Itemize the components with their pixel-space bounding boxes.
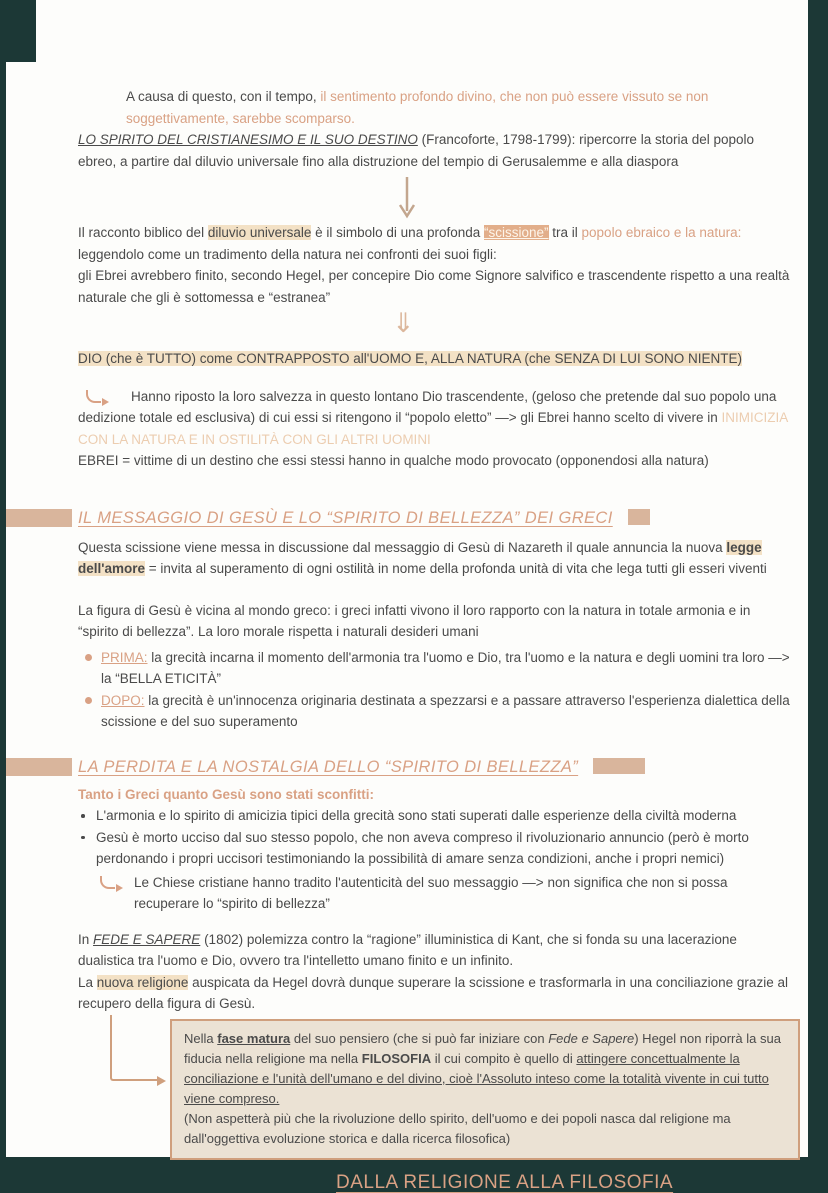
text-segment-hl-b: legge dell'amore (78, 540, 762, 577)
text-segment-iu: LO SPIRITO DEL CRISTIANESIMO E IL SUO DESTINO (78, 132, 418, 147)
text-segment: del suo pensiero (che si può far iniziare con (290, 1031, 548, 1046)
text-segment: il cui compito è quello di (431, 1051, 576, 1066)
note-box-wrap (170, 1019, 792, 1160)
text-segment-hl-tan: “scissione” (484, 225, 549, 240)
bullet-icon (85, 697, 92, 704)
paragraph-nuova-religione (78, 972, 792, 1015)
list-item-text (101, 693, 790, 730)
text-segment: Questa scissione viene messa in discussione dal messaggio di Gesù di Nazareth il quale annuncia la nuova (78, 540, 726, 555)
list-item-prima (78, 647, 792, 690)
notes-page (6, 0, 808, 1157)
text-segment: ) Hegel non riporrà la sua fiducia nella religione ma nella (184, 1031, 781, 1066)
arrow-down-icon (396, 176, 792, 220)
text-segment: leggendolo come un tradimento della natura nei confronti dei suoi figli: (78, 247, 497, 262)
text-segment: è il simbolo di una profonda (311, 225, 484, 240)
heading-bar-icon (593, 758, 645, 774)
text-segment-hl: nuova religione (97, 975, 189, 990)
bullet-icon (81, 836, 85, 840)
list-item-armonia (78, 805, 792, 827)
paragraph-salvezza (78, 386, 792, 451)
text-segment: L'armonia e lo spirito di amicizia tipici della grecità sono stati superati dalle esperienze della civiltà moderna (96, 808, 736, 823)
paragraph-racconto-1 (78, 222, 792, 265)
note-box (170, 1019, 800, 1160)
text-segment: Nella (184, 1031, 217, 1046)
text-segment-i: Fede e Sapere (548, 1031, 634, 1046)
note-box-paragraph-2 (184, 1109, 786, 1149)
heading-bar-icon (628, 509, 650, 525)
text-segment: La figura di Gesù è vicina al mondo greco: i greci infatti vivono il loro rapporto con la natura in totale armonia e in “spirito di bellezza”. La loro morale rispetta i naturali desideri umani (78, 603, 750, 640)
bullet-icon (85, 654, 92, 661)
footer-title (336, 1172, 792, 1193)
text-segment-accent-light: INIMICIZIA CON LA NATURA E IN OSTILITÀ CON GLI ALTRI UOMINI (78, 410, 788, 447)
text-segment: tra il (549, 225, 582, 240)
paragraph-fede-e-sapere (78, 929, 792, 972)
salvezza-text (78, 389, 788, 447)
text-segment: la grecità è un'innocenza originaria destinata a spezzarsi e a passare attraverso l'esperienza dialettica della scissione e del suo superamento (101, 693, 790, 730)
heading-bar-icon (6, 758, 72, 776)
section-heading-text: LA PERDITA E LA NOSTALGIA DELLO “SPIRITO DI BELLEZZA” (78, 758, 578, 776)
paragraph-sconfitti (78, 784, 792, 806)
list-item-text (101, 650, 790, 687)
list-item-dopo (78, 690, 792, 733)
text-segment-accent: il sentimento profondo divino, che non può essere vissuto se non soggettivamente, sarebbe scomparso. (126, 89, 708, 126)
paragraph-racconto-2 (78, 265, 792, 308)
text-segment: A causa di questo, con il tempo, (126, 89, 320, 104)
paragraph-legge-amore (78, 537, 792, 580)
text-segment: gli Ebrei avrebbero finito, secondo Hegel, per concepire Dio come Signore salvifico e trascendente rispetto a una realtà naturale che gli è sottomessa e “estranea” (78, 268, 789, 305)
curve-arrow-icon (100, 876, 115, 889)
list-item-text (96, 808, 736, 823)
text-segment: La (78, 975, 97, 990)
section-heading-perdita-nostalgia (78, 755, 792, 779)
text-segment: Il racconto biblico del (78, 225, 208, 240)
text-segment: (Francoforte, 1798-1799): ripercorre la storia del popolo ebreo, a partire dal diluvio universale fino alla distruzione del tempio di Gerusalemme e alla diaspora (78, 132, 754, 169)
text-segment-u: attingere concettualmente la conciliazione e l'unità dell'umano e del divino, cioè l'Assoluto inteso come la totalità vivente in cui tutto viene compreso. (184, 1051, 769, 1106)
text-segment-accent-u: PRIMA: (101, 650, 148, 665)
section-heading-text: IL MESSAGGIO DI GESÙ E LO “SPIRITO DI BELLEZZA” DEI GRECI (78, 509, 613, 527)
curve-arrow-icon (86, 390, 101, 403)
list-item-text (96, 830, 749, 867)
text-segment-b: FILOSOFIA (362, 1051, 431, 1066)
text-segment: auspicata da Hegel dovrà dunque superare la scissione e trasformarla in una conciliazione grazie al recupero della figura di Gesù. (78, 975, 788, 1012)
section-heading-messaggio-gesu (78, 506, 792, 530)
text-segment-iu: FEDE E SAPERE (93, 932, 200, 947)
text-segment: Hanno riposto la loro salvezza in questo lontano Dio trascendente, (geloso che pretende dal suo popolo una dedizione totale ed esclusiva) di cui essi si ritengono il “popolo eletto” —> gli Ebrei hanno scelto di vivere in (78, 389, 776, 426)
text-segment-accent: popolo ebraico e la natura: (582, 225, 742, 240)
paragraph-chiese (78, 872, 792, 915)
text-segment: = invita al superamento di ogni ostilità in nome della profonda unità di vita che lega tutti gli esseri viventi (145, 561, 767, 576)
text-segment-hl: DIO (che è TUTTO) come CONTRAPPOSTO all'UOMO E, ALLA NATURA (che SENZA DI LUI SONO NIENTE) (78, 351, 742, 366)
text-segment: (1802) polemizza contro la “ragione” illuministica di Kant, che si fonda su una lacerazione dualistica tra l'uomo e Dio, ovvero tra l'intelletto umano finito e un infinito. (78, 932, 737, 969)
text-segment: Le Chiese cristiane hanno tradito l'autenticità del suo messaggio —> non significa che non si possa recuperare lo “spirito di bellezza” (134, 875, 728, 912)
text-segment-bu: fase matura (217, 1031, 290, 1046)
text-segment-accent-u: DOPO: (101, 693, 145, 708)
list-item-gesu-morto (78, 827, 792, 870)
paragraph-intro (126, 86, 792, 129)
text-segment: EBREI = vittime di un destino che essi stessi hanno in qualche modo provocato (opponendosi alla natura) (78, 453, 709, 468)
double-down-arrow-icon: ⇓ (392, 308, 792, 338)
paragraph-ebrei (78, 450, 792, 472)
background-corner (0, 0, 36, 62)
paragraph-figura-gesu (78, 600, 792, 643)
text-segment: In (78, 932, 93, 947)
paragraph-dio-contrapposto (78, 348, 792, 370)
note-box-paragraph-1 (184, 1029, 786, 1109)
text-segment: la grecità incarna il momento dell'armonia tra l'uomo e Dio, tra l'uomo e la natura e degli uomini tra loro —> la “BELLA ETICITÀ” (101, 650, 790, 687)
text-segment: (Non aspetterà più che la rivoluzione dello spirito, dell'uomo e dei popoli nasca dal religione ma dall'oggettiva evoluzione storica e dalla ricerca filosofica) (184, 1111, 731, 1146)
paragraph-spirito-cristianesimo (78, 129, 792, 172)
text-segment-accent-b: Tanto i Greci quanto Gesù sono stati sconfitti: (78, 787, 374, 802)
bullet-icon (81, 814, 85, 818)
text-segment: Gesù è morto ucciso dal suo stesso popolo, che non aveva compreso il rivoluzionario annuncio (però è morto perdonando i propri uccisori testimoniando la possibilità di amare senza condizioni, anche i propri nemici) (96, 830, 749, 867)
footer-title-text: DALLA RELIGIONE ALLA FILOSOFIA (336, 1172, 673, 1193)
heading-bar-icon (6, 509, 72, 527)
text-segment-hl: diluvio universale (208, 225, 312, 240)
connector-arrow-icon (110, 1015, 162, 1081)
chiese-text (134, 875, 728, 912)
